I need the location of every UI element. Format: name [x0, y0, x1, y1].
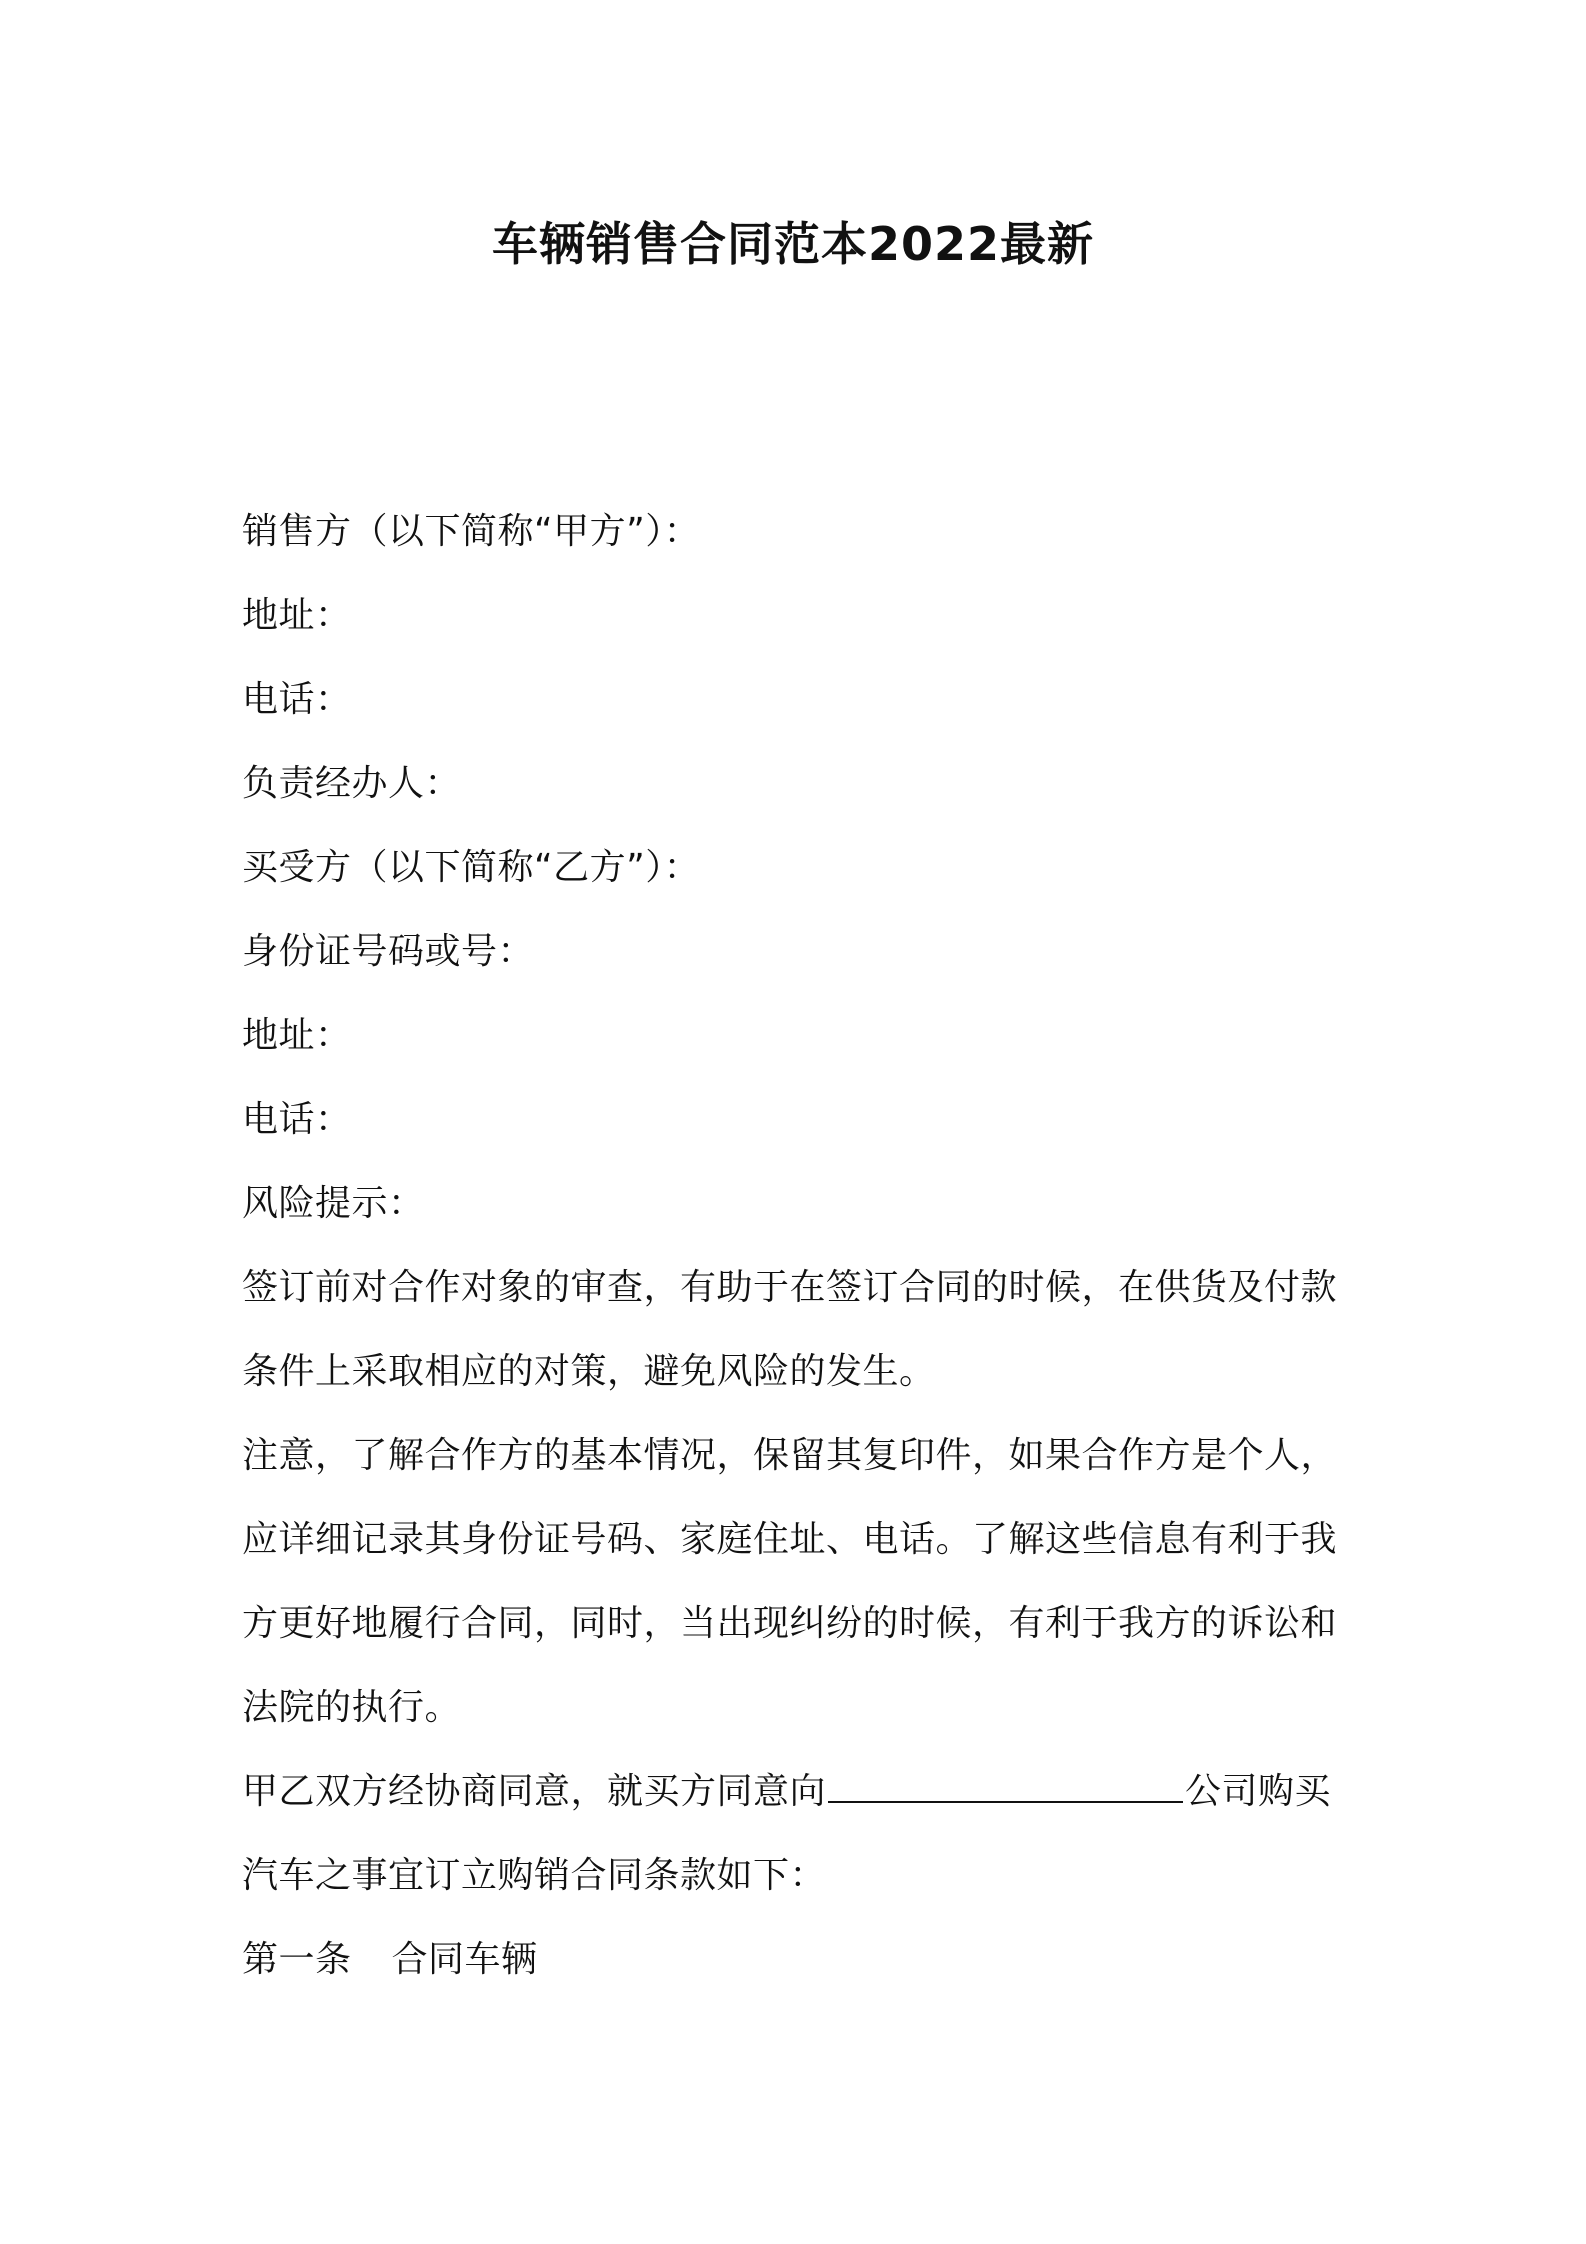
company-name-blank [828, 1771, 1183, 1803]
risk-paragraph-line: 条件上采取相应的对策，避免风险的发生。 [242, 1351, 936, 1392]
risk-paragraph-line: 签订前对合作对象的审查，有助于在签订合同的时候，在供货及付款 [242, 1267, 1338, 1308]
buyer-line: 买受方（以下简称“乙方”）： [242, 847, 701, 888]
document-title: 车辆销售合同范本2022最新 [491, 217, 1095, 271]
agreement-continuation-line: 汽车之事宜订立购销合同条款如下： [242, 1855, 827, 1896]
seller-address-line: 地址： [242, 595, 352, 636]
seller-line: 销售方（以下简称“甲方”）： [242, 511, 701, 552]
article-number: 第一条 [242, 1939, 352, 1980]
buyer-phone-line: 电话： [242, 1099, 352, 1140]
note-paragraph-line: 方更好地履行合同，同时，当出现纠纷的时候，有利于我方的诉讼和 [242, 1603, 1338, 1644]
note-paragraph-line: 注意，了解合作方的基本情况，保留其复印件，如果合作方是个人， [242, 1435, 1338, 1476]
seller-agent-line: 负责经办人： [242, 763, 462, 804]
agreement-line [242, 1750, 1362, 1834]
article-title: 合同车辆 [391, 1939, 538, 1980]
agreement-text-before: 甲乙双方经协商同意，就买方同意向 [242, 1771, 827, 1812]
risk-heading: 风险提示： [242, 1183, 425, 1224]
buyer-address-line: 地址： [242, 1015, 352, 1056]
note-paragraph-line: 法院的执行。 [242, 1687, 462, 1728]
agreement-text-after: 公司购买 [1185, 1771, 1332, 1812]
document-body [242, 490, 1362, 2002]
seller-phone-line: 电话： [242, 679, 352, 720]
buyer-id-line: 身份证号码或号： [242, 931, 535, 972]
article-1-heading [242, 1918, 1362, 2002]
note-paragraph-line: 应详细记录其身份证号码、家庭住址、电话。了解这些信息有利于我 [242, 1519, 1338, 1560]
